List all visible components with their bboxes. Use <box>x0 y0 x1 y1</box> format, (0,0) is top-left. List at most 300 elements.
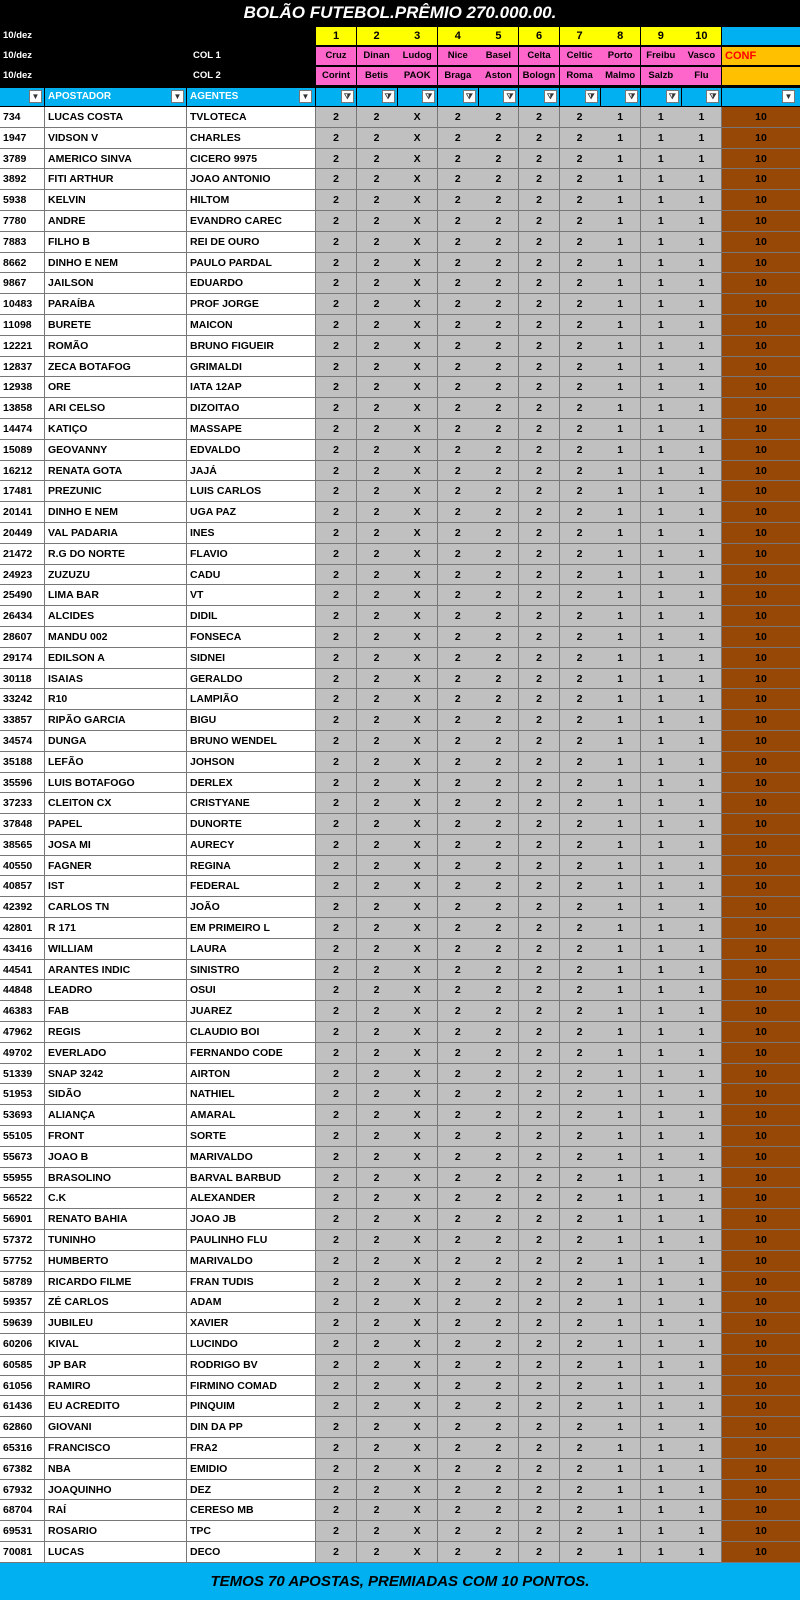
conf-cell[interactable]: 10 <box>722 1251 800 1271</box>
pick-cell[interactable]: 1 <box>600 315 641 335</box>
pick-cell[interactable]: X <box>397 897 438 917</box>
pick-cell[interactable]: X <box>397 502 438 522</box>
pick-cell[interactable]: 1 <box>600 710 641 730</box>
pick-cell[interactable]: 2 <box>316 294 357 314</box>
pick-cell[interactable]: 2 <box>316 565 357 585</box>
bet-id-cell[interactable]: 5938 <box>0 190 45 210</box>
pick-cell[interactable]: 2 <box>438 960 479 980</box>
pick-cell[interactable]: 1 <box>600 814 641 834</box>
pick-cell[interactable]: 2 <box>438 585 479 605</box>
pick-cell[interactable]: 1 <box>600 169 641 189</box>
pick-cell[interactable]: 1 <box>641 980 682 1000</box>
pick-cell[interactable]: 1 <box>641 1147 682 1167</box>
pick-cell[interactable]: 1 <box>600 1313 641 1333</box>
pick-cell[interactable]: 2 <box>478 440 519 460</box>
pick-cell[interactable]: X <box>397 1126 438 1146</box>
pick-cell[interactable]: X <box>397 731 438 751</box>
pick-cell[interactable]: 1 <box>641 1064 682 1084</box>
pick-cell[interactable]: 2 <box>316 980 357 1000</box>
pick-cell[interactable]: X <box>397 211 438 231</box>
agente-cell[interactable]: TVLOTECA <box>187 107 316 127</box>
pick-cell[interactable]: 2 <box>560 1438 601 1458</box>
pick-cell[interactable]: 2 <box>519 1251 560 1271</box>
pick-cell[interactable]: 1 <box>600 1500 641 1520</box>
pick-cell[interactable]: 2 <box>560 980 601 1000</box>
pick-cell[interactable]: 2 <box>519 939 560 959</box>
pick-cell[interactable]: 2 <box>438 1459 479 1479</box>
pick-cell[interactable]: 1 <box>600 1064 641 1084</box>
agente-cell[interactable]: DERLEX <box>187 773 316 793</box>
pick-cell[interactable]: 1 <box>681 1355 722 1375</box>
pick-cell[interactable]: 1 <box>600 918 641 938</box>
conf-cell[interactable]: 10 <box>722 502 800 522</box>
pick-cell[interactable]: 2 <box>519 585 560 605</box>
pick-cell[interactable]: 2 <box>478 648 519 668</box>
agente-cell[interactable]: UGA PAZ <box>187 502 316 522</box>
pick-cell[interactable]: 1 <box>681 336 722 356</box>
pick-cell[interactable]: 1 <box>681 1064 722 1084</box>
apostador-cell[interactable]: RAÍ <box>45 1500 187 1520</box>
pick-cell[interactable]: 2 <box>519 1396 560 1416</box>
conf-cell[interactable]: 10 <box>722 1188 800 1208</box>
pick-cell[interactable]: 1 <box>600 1001 641 1021</box>
pick-cell[interactable]: 2 <box>316 1417 357 1437</box>
apostador-cell[interactable]: PARAÍBA <box>45 294 187 314</box>
pick-cell[interactable]: 2 <box>357 190 398 210</box>
pick-cell[interactable]: 2 <box>438 731 479 751</box>
pick-cell[interactable]: 2 <box>357 1043 398 1063</box>
apostador-cell[interactable]: RAMIRO <box>45 1376 187 1396</box>
pick-cell[interactable]: 2 <box>438 939 479 959</box>
conf-cell[interactable]: 10 <box>722 440 800 460</box>
pick-cell[interactable]: 2 <box>560 1001 601 1021</box>
conf-cell[interactable]: 10 <box>722 814 800 834</box>
pick-cell[interactable]: 2 <box>478 502 519 522</box>
bet-id-cell[interactable]: 20141 <box>0 502 45 522</box>
pick-cell[interactable]: 1 <box>681 856 722 876</box>
pick-cell[interactable]: X <box>397 1480 438 1500</box>
pick-cell[interactable]: 2 <box>438 1209 479 1229</box>
pick-cell[interactable]: 2 <box>519 1480 560 1500</box>
pick-cell[interactable]: 2 <box>357 1001 398 1021</box>
apostador-cell[interactable]: FITI ARTHUR <box>45 169 187 189</box>
pick-cell[interactable]: 2 <box>438 856 479 876</box>
pick-cell[interactable]: 1 <box>600 1480 641 1500</box>
pick-cell[interactable]: 2 <box>316 523 357 543</box>
pick-cell[interactable]: 2 <box>438 1313 479 1333</box>
pick-cell[interactable]: 2 <box>316 1230 357 1250</box>
pick-cell[interactable]: 2 <box>357 980 398 1000</box>
pick-cell[interactable]: 2 <box>478 960 519 980</box>
pick-cell[interactable]: 2 <box>357 502 398 522</box>
pick-cell[interactable]: 2 <box>478 1521 519 1541</box>
pick-cell[interactable]: 2 <box>478 1209 519 1229</box>
conf-cell[interactable]: 10 <box>722 1209 800 1229</box>
apostador-cell[interactable]: ARANTES INDIC <box>45 960 187 980</box>
pick-cell[interactable]: 1 <box>641 544 682 564</box>
pick-cell[interactable]: 2 <box>438 1292 479 1312</box>
pick-cell[interactable]: 1 <box>641 1438 682 1458</box>
conf-cell[interactable]: 10 <box>722 107 800 127</box>
pick-cell[interactable]: 1 <box>641 1251 682 1271</box>
pick-cell[interactable]: 2 <box>316 169 357 189</box>
pick-cell[interactable]: 2 <box>316 1396 357 1416</box>
pick-cell[interactable]: 2 <box>519 1521 560 1541</box>
pick-cell[interactable]: X <box>397 1251 438 1271</box>
conf-cell[interactable]: 10 <box>722 606 800 626</box>
pick-cell[interactable]: 2 <box>316 814 357 834</box>
pick-cell[interactable]: 2 <box>478 814 519 834</box>
pick-cell[interactable]: 2 <box>438 1480 479 1500</box>
apostador-cell[interactable]: LEFÃO <box>45 752 187 772</box>
pick-cell[interactable]: 1 <box>600 1230 641 1250</box>
pick-cell[interactable]: X <box>397 1168 438 1188</box>
pick-cell[interactable]: 2 <box>478 232 519 252</box>
pick-cell[interactable]: 2 <box>560 1417 601 1437</box>
conf-cell[interactable]: 10 <box>722 648 800 668</box>
apostador-cell[interactable]: ORE <box>45 377 187 397</box>
conf-cell[interactable]: 10 <box>722 398 800 418</box>
pick-cell[interactable]: 1 <box>681 1500 722 1520</box>
agente-cell[interactable]: DIDIL <box>187 606 316 626</box>
bet-id-cell[interactable]: 34574 <box>0 731 45 751</box>
pick-cell[interactable]: 1 <box>600 440 641 460</box>
agente-cell[interactable]: MAICON <box>187 315 316 335</box>
pick-cell[interactable]: 2 <box>316 1168 357 1188</box>
pick-cell[interactable]: 2 <box>560 1230 601 1250</box>
pick-cell[interactable]: 1 <box>681 544 722 564</box>
conf-cell[interactable]: 10 <box>722 1542 800 1562</box>
bet-id-cell[interactable]: 69531 <box>0 1521 45 1541</box>
pick-cell[interactable]: 2 <box>560 1542 601 1562</box>
agente-cell[interactable]: BIGU <box>187 710 316 730</box>
pick-cell[interactable]: 1 <box>641 1500 682 1520</box>
pick-cell[interactable]: 2 <box>560 169 601 189</box>
pick-cell[interactable]: 1 <box>600 1022 641 1042</box>
agente-cell[interactable]: JUAREZ <box>187 1001 316 1021</box>
conf-cell[interactable]: 10 <box>722 876 800 896</box>
pick-cell[interactable]: 2 <box>519 128 560 148</box>
pick-cell[interactable]: 2 <box>478 1251 519 1271</box>
pick-cell[interactable]: 1 <box>641 1417 682 1437</box>
apostador-cell[interactable]: R10 <box>45 689 187 709</box>
apostador-cell[interactable]: ALCIDES <box>45 606 187 626</box>
pick-cell[interactable]: 2 <box>560 1500 601 1520</box>
pick-cell[interactable]: 2 <box>519 461 560 481</box>
pick-cell[interactable]: X <box>397 669 438 689</box>
pick-cell[interactable]: 2 <box>560 752 601 772</box>
pick-cell[interactable]: 1 <box>600 544 641 564</box>
pick-cell[interactable]: 1 <box>641 461 682 481</box>
agente-cell[interactable]: EDUARDO <box>187 273 316 293</box>
pick-cell[interactable]: 1 <box>600 773 641 793</box>
bet-id-cell[interactable]: 734 <box>0 107 45 127</box>
agente-cell[interactable]: AIRTON <box>187 1064 316 1084</box>
pick-cell[interactable]: 2 <box>357 315 398 335</box>
agente-cell[interactable]: BARVAL BARBUD <box>187 1168 316 1188</box>
pick-cell[interactable]: 2 <box>478 835 519 855</box>
pick-cell[interactable]: 2 <box>438 1355 479 1375</box>
pick-cell[interactable]: 2 <box>316 1209 357 1229</box>
pick-cell[interactable]: 2 <box>519 960 560 980</box>
pick-cell[interactable]: 2 <box>478 1355 519 1375</box>
pick-cell[interactable]: 1 <box>681 377 722 397</box>
pick-cell[interactable]: 2 <box>519 1001 560 1021</box>
pick-cell[interactable]: 2 <box>438 232 479 252</box>
agente-cell[interactable]: JAJÁ <box>187 461 316 481</box>
pick-cell[interactable]: 2 <box>357 523 398 543</box>
pick-cell[interactable]: 1 <box>641 606 682 626</box>
pick-cell[interactable]: 1 <box>641 856 682 876</box>
pick-cell[interactable]: 1 <box>681 669 722 689</box>
pick-cell[interactable]: 2 <box>560 1126 601 1146</box>
pick-cell[interactable]: 1 <box>641 128 682 148</box>
pick-cell[interactable]: 1 <box>681 1521 722 1541</box>
filter-funnel-icon[interactable]: ⧩ <box>503 90 516 103</box>
pick-cell[interactable]: 1 <box>641 336 682 356</box>
pick-cell[interactable]: 2 <box>478 1105 519 1125</box>
pick-cell[interactable]: 1 <box>681 523 722 543</box>
pick-cell[interactable]: 2 <box>316 960 357 980</box>
conf-cell[interactable]: 10 <box>722 1334 800 1354</box>
pick-cell[interactable]: 1 <box>641 793 682 813</box>
pick-cell[interactable]: 2 <box>357 1292 398 1312</box>
pick-cell[interactable]: 2 <box>357 377 398 397</box>
pick-cell[interactable]: 2 <box>478 689 519 709</box>
pick-cell[interactable]: 2 <box>519 773 560 793</box>
apostador-cell[interactable]: BRASOLINO <box>45 1168 187 1188</box>
pick-cell[interactable]: 2 <box>357 128 398 148</box>
pick-cell[interactable]: 1 <box>641 502 682 522</box>
pick-cell[interactable]: 1 <box>600 1084 641 1104</box>
agente-cell[interactable]: CHARLES <box>187 128 316 148</box>
apostador-cell[interactable]: SIDÃO <box>45 1084 187 1104</box>
pick-cell[interactable]: 2 <box>357 107 398 127</box>
pick-cell[interactable]: 1 <box>600 897 641 917</box>
pick-cell[interactable]: 2 <box>478 523 519 543</box>
pick-cell[interactable]: 1 <box>641 1313 682 1333</box>
pick-cell[interactable]: X <box>397 128 438 148</box>
pick-cell[interactable]: 2 <box>560 793 601 813</box>
apostador-cell[interactable]: ARI CELSO <box>45 398 187 418</box>
bet-id-cell[interactable]: 35596 <box>0 773 45 793</box>
pick-cell[interactable]: 2 <box>560 648 601 668</box>
agente-cell[interactable]: GRIMALDI <box>187 357 316 377</box>
pick-cell[interactable]: 2 <box>357 752 398 772</box>
pick-cell[interactable]: 1 <box>600 1542 641 1562</box>
pick-cell[interactable]: 1 <box>600 856 641 876</box>
pick-cell[interactable]: 2 <box>316 1043 357 1063</box>
agente-cell[interactable]: JOAO JB <box>187 1209 316 1229</box>
pick-cell[interactable]: 2 <box>560 856 601 876</box>
pick-cell[interactable]: 2 <box>478 169 519 189</box>
pick-cell[interactable]: 2 <box>560 689 601 709</box>
agente-cell[interactable]: AURECY <box>187 835 316 855</box>
pick-cell[interactable]: 2 <box>438 565 479 585</box>
pick-cell[interactable]: 2 <box>316 128 357 148</box>
pick-cell[interactable]: 2 <box>519 1438 560 1458</box>
apostador-cell[interactable]: KIVAL <box>45 1334 187 1354</box>
pick-cell[interactable]: 1 <box>681 419 722 439</box>
apostador-cell[interactable]: FILHO B <box>45 232 187 252</box>
pick-cell[interactable]: 2 <box>438 1001 479 1021</box>
pick-cell[interactable]: 2 <box>519 1168 560 1188</box>
pick-cell[interactable]: 2 <box>519 253 560 273</box>
pick-cell[interactable]: X <box>397 939 438 959</box>
conf-cell[interactable]: 10 <box>722 1292 800 1312</box>
pick-cell[interactable]: X <box>397 336 438 356</box>
pick-cell[interactable]: 2 <box>519 980 560 1000</box>
pick-cell[interactable]: 2 <box>438 793 479 813</box>
bet-id-cell[interactable]: 25490 <box>0 585 45 605</box>
pick-cell[interactable]: 2 <box>316 752 357 772</box>
pick-cell[interactable]: 2 <box>560 1334 601 1354</box>
pick-cell[interactable]: X <box>397 357 438 377</box>
bet-id-cell[interactable]: 11098 <box>0 315 45 335</box>
pick-cell[interactable]: 2 <box>316 627 357 647</box>
pick-cell[interactable]: X <box>397 1292 438 1312</box>
pick-cell[interactable]: 2 <box>316 669 357 689</box>
pick-cell[interactable]: 2 <box>438 169 479 189</box>
pick-cell[interactable]: 2 <box>438 1126 479 1146</box>
conf-cell[interactable]: 10 <box>722 523 800 543</box>
apostador-cell[interactable]: ISAIAS <box>45 669 187 689</box>
pick-cell[interactable]: 2 <box>478 1376 519 1396</box>
pick-cell[interactable]: 2 <box>357 1230 398 1250</box>
pick-cell[interactable]: 1 <box>600 1417 641 1437</box>
pick-cell[interactable]: 1 <box>641 253 682 273</box>
pick-cell[interactable]: 2 <box>519 294 560 314</box>
pick-cell[interactable]: 2 <box>478 253 519 273</box>
pick-cell[interactable]: 1 <box>681 960 722 980</box>
apostador-cell[interactable]: JOSA MI <box>45 835 187 855</box>
pick-cell[interactable]: 2 <box>519 211 560 231</box>
filter-dropdown-icon[interactable]: ▼ <box>299 90 312 103</box>
pick-cell[interactable]: 2 <box>438 814 479 834</box>
agente-cell[interactable]: DECO <box>187 1542 316 1562</box>
pick-cell[interactable]: 2 <box>316 1480 357 1500</box>
pick-cell[interactable]: 1 <box>681 752 722 772</box>
bet-id-cell[interactable]: 21472 <box>0 544 45 564</box>
pick-cell[interactable]: 1 <box>681 107 722 127</box>
pick-cell[interactable]: 2 <box>519 273 560 293</box>
pick-cell[interactable]: X <box>397 648 438 668</box>
pick-cell[interactable]: 2 <box>316 1147 357 1167</box>
pick-cell[interactable]: 2 <box>478 752 519 772</box>
pick-cell[interactable]: 2 <box>357 1251 398 1271</box>
pick-cell[interactable]: 2 <box>478 1168 519 1188</box>
pick-cell[interactable]: 2 <box>357 357 398 377</box>
pick-cell[interactable]: 2 <box>519 627 560 647</box>
pick-cell[interactable]: 1 <box>681 1001 722 1021</box>
pick-cell[interactable]: 2 <box>519 731 560 751</box>
pick-cell[interactable]: 2 <box>560 773 601 793</box>
pick-cell[interactable]: X <box>397 419 438 439</box>
agente-cell[interactable]: CLAUDIO BOI <box>187 1022 316 1042</box>
pick-cell[interactable]: 1 <box>641 377 682 397</box>
bet-id-cell[interactable]: 65316 <box>0 1438 45 1458</box>
pick-cell[interactable]: 2 <box>478 1188 519 1208</box>
pick-cell[interactable]: 1 <box>600 357 641 377</box>
conf-cell[interactable]: 10 <box>722 1500 800 1520</box>
pick-cell[interactable]: 2 <box>438 357 479 377</box>
bet-id-cell[interactable]: 60206 <box>0 1334 45 1354</box>
pick-cell[interactable]: X <box>397 1209 438 1229</box>
bet-id-cell[interactable]: 13858 <box>0 398 45 418</box>
pick-cell[interactable]: 1 <box>641 1209 682 1229</box>
pick-cell[interactable]: 2 <box>519 1022 560 1042</box>
pick-cell[interactable]: 2 <box>478 1022 519 1042</box>
agente-cell[interactable]: PAULO PARDAL <box>187 253 316 273</box>
pick-cell[interactable]: 1 <box>681 502 722 522</box>
conf-cell[interactable]: 10 <box>722 752 800 772</box>
pick-cell[interactable]: 2 <box>316 876 357 896</box>
pick-cell[interactable]: 1 <box>600 1105 641 1125</box>
pick-cell[interactable]: X <box>397 1147 438 1167</box>
pick-cell[interactable]: X <box>397 544 438 564</box>
pick-cell[interactable]: 1 <box>681 1147 722 1167</box>
pick-cell[interactable]: 2 <box>560 606 601 626</box>
pick-cell[interactable]: X <box>397 752 438 772</box>
apostador-cell[interactable]: GEOVANNY <box>45 440 187 460</box>
bet-id-cell[interactable]: 14474 <box>0 419 45 439</box>
conf-cell[interactable]: 10 <box>722 1480 800 1500</box>
pick-cell[interactable]: 2 <box>560 273 601 293</box>
pick-cell[interactable]: 1 <box>681 149 722 169</box>
apostador-cell[interactable]: IST <box>45 876 187 896</box>
bet-id-cell[interactable]: 53693 <box>0 1105 45 1125</box>
pick-cell[interactable]: 2 <box>438 710 479 730</box>
pick-cell[interactable]: 1 <box>681 232 722 252</box>
pick-cell[interactable]: 2 <box>316 357 357 377</box>
agente-cell[interactable]: LUCINDO <box>187 1334 316 1354</box>
pick-cell[interactable]: 1 <box>641 835 682 855</box>
pick-cell[interactable]: 2 <box>438 897 479 917</box>
pick-cell[interactable]: 1 <box>681 1417 722 1437</box>
pick-cell[interactable]: 2 <box>478 461 519 481</box>
conf-cell[interactable]: 10 <box>722 149 800 169</box>
pick-cell[interactable]: 2 <box>357 1521 398 1541</box>
bet-id-cell[interactable]: 37848 <box>0 814 45 834</box>
pick-cell[interactable]: 1 <box>600 1521 641 1541</box>
apostador-cell[interactable]: KELVIN <box>45 190 187 210</box>
pick-cell[interactable]: 2 <box>357 1064 398 1084</box>
pick-cell[interactable]: 2 <box>560 1355 601 1375</box>
pick-cell[interactable]: 2 <box>519 1417 560 1437</box>
pick-cell[interactable]: 2 <box>316 107 357 127</box>
pick-cell[interactable]: 2 <box>438 294 479 314</box>
filter-funnel-icon[interactable]: ⧩ <box>341 90 354 103</box>
apostador-cell[interactable]: DINHO E NEM <box>45 253 187 273</box>
pick-cell[interactable]: X <box>397 793 438 813</box>
apostador-cell[interactable]: RENATA GOTA <box>45 461 187 481</box>
pick-cell[interactable]: X <box>397 1438 438 1458</box>
pick-cell[interactable]: 1 <box>641 273 682 293</box>
apostador-cell[interactable]: CARLOS TN <box>45 897 187 917</box>
pick-cell[interactable]: 2 <box>316 1376 357 1396</box>
pick-cell[interactable]: 2 <box>560 1459 601 1479</box>
bet-id-cell[interactable]: 33857 <box>0 710 45 730</box>
pick-cell[interactable]: 2 <box>438 544 479 564</box>
agente-cell[interactable]: DUNORTE <box>187 814 316 834</box>
pick-cell[interactable]: 2 <box>357 1417 398 1437</box>
pick-cell[interactable]: 2 <box>357 1126 398 1146</box>
pick-cell[interactable]: 2 <box>519 357 560 377</box>
pick-cell[interactable]: 2 <box>478 1459 519 1479</box>
pick-cell[interactable]: 2 <box>438 876 479 896</box>
pick-cell[interactable]: 1 <box>681 835 722 855</box>
apostador-cell[interactable]: FRONT <box>45 1126 187 1146</box>
